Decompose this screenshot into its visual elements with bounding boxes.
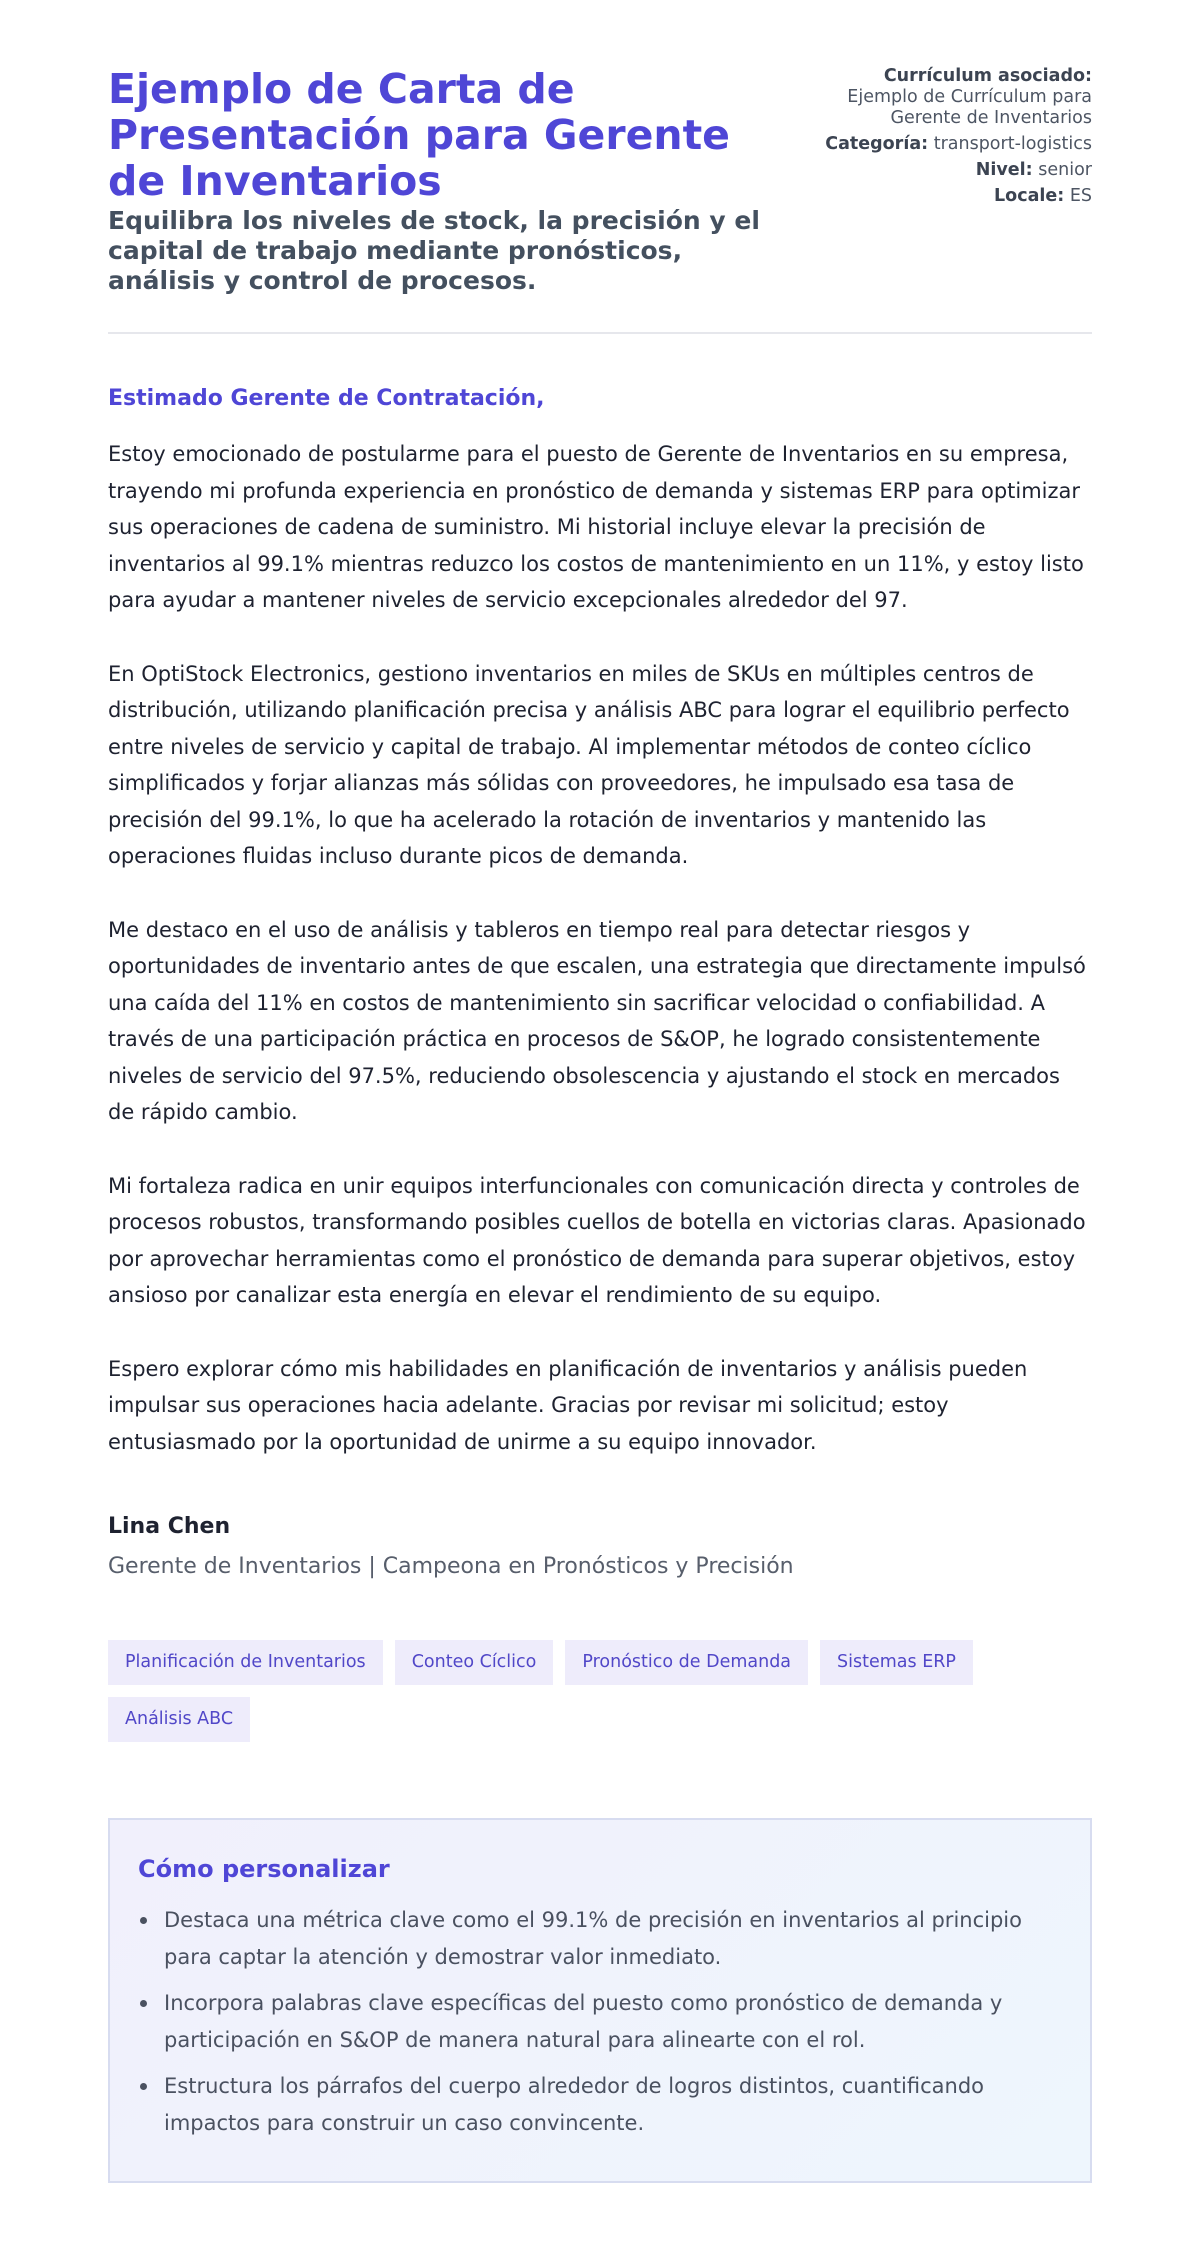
letter-paragraph: En OptiStock Electronics, gestiono inventarios en miles de SKUs en múltiples centros de distribución, utilizando planificación precisa y análisis ABC para lograr el equilibrio perfecto entre niveles de servicio y capital de trabajo. Al implementar métodos de conteo cíclico simplificados y forjar alianzas más sólidas con proveedores, he impulsado esa tasa de precisión del 99.1%, lo que ha acelerado la rotación de inventarios y mantenido las operaciones fluidas incluso durante picos de demanda.	[108, 661, 1070, 868]
tips-title: Cómo personalizar	[138, 1855, 390, 1883]
header-left	[108, 66, 788, 296]
letter-greeting: Estimado Gerente de Contratación,	[108, 386, 545, 411]
page-title: Ejemplo de Carta de Presentación para Gerente de Inventarios	[108, 65, 730, 205]
skill-tag: Planificación de Inventarios	[108, 1640, 383, 1685]
tips-list	[138, 1902, 1062, 2141]
skill-tag: Análisis ABC	[108, 1697, 250, 1742]
meta-locale	[792, 186, 1092, 207]
customization-tips	[108, 1818, 1092, 2183]
letter-paragraph: Me destaco en el uso de análisis y tableros en tiempo real para detectar riesgos y oportunidades de inventario antes de que escalen, una estrategia que directamente impulsó una caída del 11% en costos de mantenimiento sin sacrificar velocidad o confiabilidad. A través de una participación práctica en procesos de S&OP, he logrado consistentemente niveles de servicio del 97.5%, reduciendo obsolescencia y ajustando el stock en mercados de rápido cambio.	[108, 917, 1086, 1124]
skill-tag: Sistemas ERP	[820, 1640, 973, 1685]
meta-resume-label: Currículum asociado:	[883, 66, 1092, 86]
meta-resume	[792, 66, 1092, 129]
signature-name: Lina Chen	[108, 1514, 231, 1539]
letter-paragraph: Estoy emocionado de postularme para el puesto de Gerente de Inventarios en su empresa, trayendo mi profunda experiencia en pronóstico de demanda y sistemas ERP para optimizar sus operaciones de cadena de suministro. Mi historial incluye elevar la precisión de inventarios al 99.1% mientras reduzco los costos de mantenimiento en un 11%, y estoy listo para ayudar a mantener niveles de servicio excepcionales alrededor del 97.	[108, 442, 1084, 612]
page-subtitle: Equilibra los niveles de stock, la precisión y el capital de trabajo mediante pronósticos, análisis y control de procesos.	[108, 206, 760, 295]
meta-locale-label: Locale:	[994, 186, 1065, 206]
header	[108, 0, 1092, 296]
tips-item: Incorpora palabras clave específicas del puesto como pronóstico de demanda y participación en S&OP de manera natural para alinearte con el rol.	[138, 1985, 1062, 2058]
meta-resume-link[interactable]: Ejemplo de Currículum para Gerente de Inventarios	[847, 87, 1092, 128]
meta-level	[792, 160, 1092, 181]
tips-item: Destaca una métrica clave como el 99.1% de precisión en inventarios al principio para captar la atención y demostrar valor inmediato.	[138, 1902, 1062, 1975]
tips-item: Estructura los párrafos del cuerpo alrededor de logros distintos, cuantificando impactos para construir un caso convincente.	[138, 2068, 1062, 2141]
letter-body	[108, 436, 1092, 1460]
skill-tags	[108, 1640, 1092, 1754]
signature-title: Gerente de Inventarios | Campeona en Pronósticos y Precisión	[108, 1554, 794, 1579]
signature	[108, 1512, 1092, 1582]
meta-level-label: Nivel:	[975, 160, 1033, 180]
meta-category-value: transport-logistics	[933, 134, 1092, 154]
letter-paragraph: Mi fortaleza radica en unir equipos interfuncionales con comunicación directa y controles de procesos robustos, transformando posibles cuellos de botella en victorias claras. Apasionado por aprovechar herramientas como el pronóstico de demanda para superar objetivos, estoy ansioso por canalizar esta energía en elevar el rendimiento de su equipo.	[108, 1173, 1086, 1307]
skill-tag: Conteo Cíclico	[395, 1640, 554, 1685]
meta-level-value: senior	[1038, 160, 1092, 180]
meta-locale-value: ES	[1069, 186, 1092, 206]
letter-paragraph: Espero explorar cómo mis habilidades en planificación de inventarios y análisis pueden impulsar sus operaciones hacia adelante. Gracias por revisar mi solicitud; estoy entusiasmado por la oportunidad de unirme a su equipo innovador.	[108, 1356, 1028, 1454]
meta-panel	[792, 66, 1092, 212]
skill-tag: Pronóstico de Demanda	[565, 1640, 808, 1685]
meta-category-label: Categoría:	[825, 134, 929, 154]
meta-category	[792, 134, 1092, 155]
header-divider	[108, 332, 1092, 334]
